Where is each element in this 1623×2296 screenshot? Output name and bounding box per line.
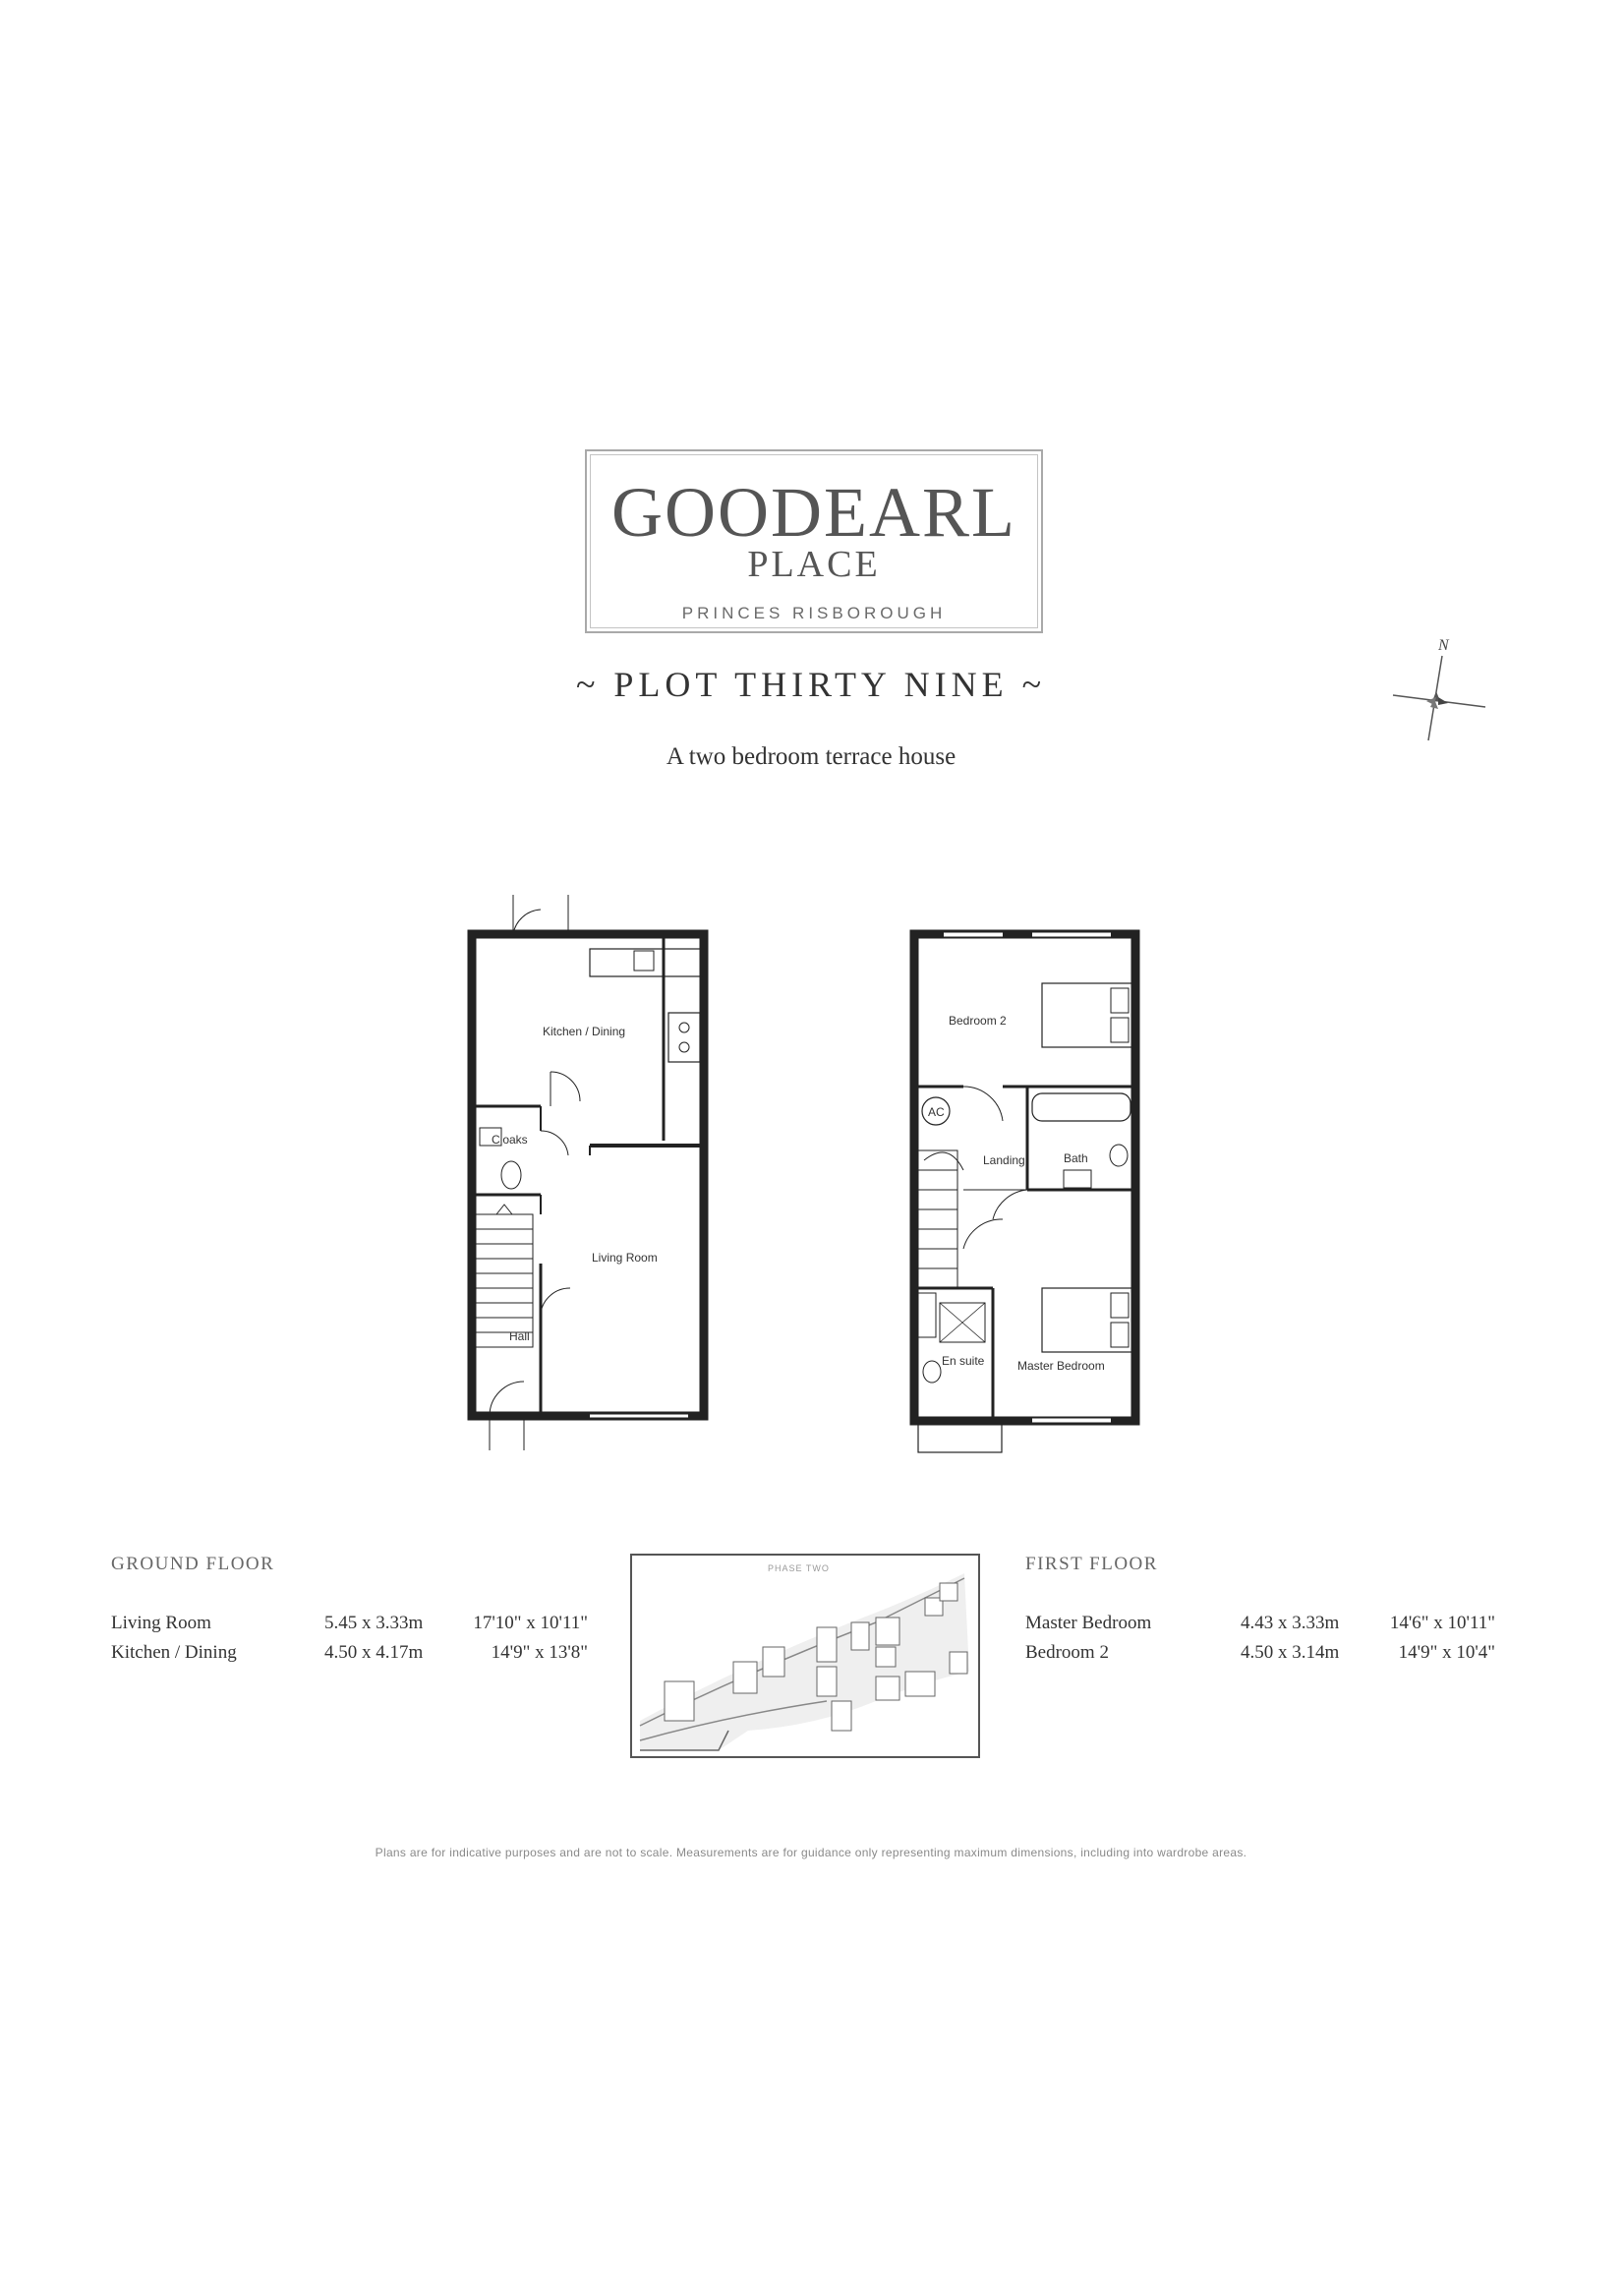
logo-name: GOODEARL bbox=[611, 473, 1016, 552]
first-room-name: Bedroom 2 bbox=[1025, 1642, 1109, 1663]
logo-place: PLACE bbox=[747, 544, 881, 585]
ground-floor-heading: GROUND FLOOR bbox=[111, 1554, 275, 1574]
room-label-bedroom-2: Bedroom 2 bbox=[949, 1014, 1007, 1028]
ground-room-imperial: 17'10" x 10'11" bbox=[473, 1613, 588, 1633]
site-plan-label: PHASE TWO bbox=[768, 1563, 830, 1573]
first-floor-plan bbox=[904, 924, 1150, 1455]
room-label-landing: Landing bbox=[983, 1153, 1025, 1167]
disclaimer-footnote: Plans are for indicative purposes and are not to scale. Measurements are for guidance only representing maximum dimensions, including into wardrobe areas. bbox=[375, 1846, 1247, 1859]
logo-inner-frame bbox=[590, 454, 1038, 628]
first-room-metric: 4.50 x 3.14m bbox=[1241, 1642, 1340, 1663]
ground-room-metric: 5.45 x 3.33m bbox=[324, 1613, 424, 1633]
ground-room-name: Kitchen / Dining bbox=[111, 1642, 237, 1663]
ground-room-name: Living Room bbox=[111, 1613, 211, 1633]
logo-location: PRINCES RISBOROUGH bbox=[681, 604, 947, 622]
room-label-kitchen-dining: Kitchen / Dining bbox=[543, 1025, 626, 1038]
room-label-hall: Hall bbox=[509, 1329, 530, 1343]
first-floor-heading: FIRST FLOOR bbox=[1025, 1554, 1158, 1574]
room-label-ac: AC bbox=[928, 1105, 945, 1119]
room-label-living-room: Living Room bbox=[592, 1251, 658, 1265]
room-label-bath: Bath bbox=[1064, 1151, 1088, 1165]
compass-rose-icon bbox=[1391, 654, 1489, 742]
compass-north-label: N bbox=[1438, 637, 1449, 654]
site-plan bbox=[630, 1554, 980, 1758]
development-logo bbox=[585, 449, 1043, 633]
first-room-imperial: 14'9" x 10'4" bbox=[1398, 1642, 1495, 1663]
room-label-en-suite: En suite bbox=[942, 1354, 985, 1368]
ground-floor-plan bbox=[462, 890, 718, 1450]
room-label-cloaks: Cloaks bbox=[492, 1133, 528, 1147]
room-label-master-bedroom: Master Bedroom bbox=[1017, 1359, 1105, 1373]
plot-title: ~ PLOT THIRTY NINE ~ bbox=[575, 665, 1047, 704]
plot-subtitle: A two bedroom terrace house bbox=[666, 743, 956, 770]
first-room-imperial: 14'6" x 10'11" bbox=[1389, 1613, 1495, 1633]
ground-room-metric: 4.50 x 4.17m bbox=[324, 1642, 424, 1663]
first-room-name: Master Bedroom bbox=[1025, 1613, 1152, 1633]
first-room-metric: 4.43 x 3.33m bbox=[1241, 1613, 1340, 1633]
ground-room-imperial: 14'9" x 13'8" bbox=[491, 1642, 588, 1663]
